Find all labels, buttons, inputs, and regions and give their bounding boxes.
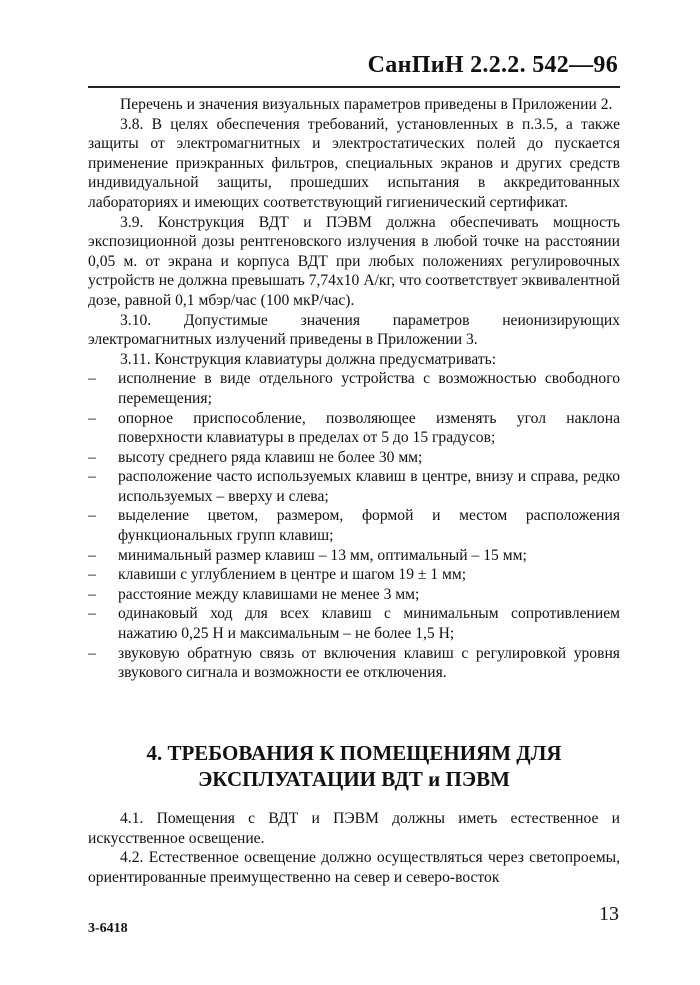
list-item-text: расположение часто используемых клавиш в центре, внизу и справа, редко используемых – вверху и слева; — [118, 468, 620, 505]
dash-marker: – — [88, 546, 96, 564]
list-item — [88, 546, 620, 566]
list-item — [88, 369, 620, 408]
list-item-text: звуковую обратную связь от включения клавиш с регулировкой уровня звукового сигнала и возможности ее отключения. — [118, 644, 620, 682]
list-item — [88, 644, 620, 683]
list-item — [88, 467, 620, 506]
list-item-text: клавиши с углублением в центре и шагом 19 ± 1 мм; — [118, 566, 467, 584]
list-item — [88, 448, 620, 468]
list-item — [88, 604, 620, 643]
page-number: 13 — [599, 903, 619, 925]
section-title — [88, 740, 620, 792]
list-item — [88, 565, 620, 585]
dash-marker: – — [88, 370, 96, 388]
paragraph: Перечень и значения визуальных параметров приведены в Приложении 2. — [120, 96, 613, 113]
paragraph: 3.9. Конструкция ВДТ и ПЭВМ должна обеспечивать мощность экспозиционной дозы рентгеновского излучения в любой точке на расстоянии 0,05 м. от экрана и корпуса ВДТ при любых положениях регулировочных устройств не должна превышать 7,74x10 А/кг, что соответствует эквивалентной дозе, равной 0,1 мбэр/час (100 мкР/час). — [88, 213, 620, 309]
list-item — [88, 506, 620, 545]
list-item-text: высоту среднего ряда клавиш не более 30 мм; — [118, 448, 423, 466]
dash-marker: – — [88, 448, 96, 466]
list-item-text: расстояние между клавишами не менее 3 мм; — [118, 585, 420, 603]
dash-marker: – — [88, 644, 96, 662]
document-code: СанПиН 2.2.2. 542—96 — [367, 52, 618, 78]
dash-marker: – — [88, 605, 96, 623]
list-item-text: одинаковый ход для всех клавиш с минимальным сопротивлением нажатию 0,25 Н и максимальным – не более 1,5 Н; — [118, 605, 620, 643]
section-title-line: 4. ТРЕБОВАНИЯ К ПОМЕЩЕНИЯМ ДЛЯ — [146, 741, 562, 765]
list-item — [88, 585, 620, 605]
list-item-text: исполнение в виде отдельного устройства с возможностью свободного перемещения; — [118, 370, 620, 407]
list-item — [88, 409, 620, 448]
paragraph: 4.2. Естественное освещение должно осуществляться через светопроемы, ориентированные преимущественно на север и северо-восток — [88, 849, 620, 886]
page-header — [88, 52, 620, 88]
section-title-line: ЭКСПЛУАТАЦИИ ВДТ и ПЭВМ — [198, 767, 510, 791]
paragraph: 4.1. Помещения с ВДТ и ПЭВМ должны иметь естественное и искусственное освещение. — [88, 810, 620, 847]
print-code: 3-6418 — [88, 921, 128, 936]
dash-marker: – — [88, 566, 96, 584]
list-item-text: минимальный размер клавиш – 13 мм, оптимальный – 15 мм; — [118, 546, 527, 564]
dash-marker: – — [88, 507, 96, 525]
dash-marker: – — [88, 585, 96, 603]
dash-marker: – — [88, 409, 96, 427]
list-item-text: опорное приспособление, позволяющее изменять угол наклона поверхности клавиатуры в пределах от 5 до 15 градусов; — [118, 409, 620, 447]
list-item-text: выделение цветом, размером, формой и местом расположения функциональных групп клавиш; — [118, 507, 620, 545]
keyboard-requirements-list — [88, 369, 620, 683]
body-text — [88, 95, 620, 683]
section-body — [88, 809, 620, 887]
paragraph: 3.10. Допустимые значения параметров неионизирующих электромагнитных излучений приведены в Приложении 3. — [88, 311, 620, 349]
paragraph: 3.8. В целях обеспечения требований, установленных в п.3.5, а также защиты от электромагнитных и электростатических полей до пускается применение приэкранных фильтров, специальных экранов и других средств индивидуальной защиты, прошедших испытания в аккредитованных лабораториях и имеющих соответствующий гигиенический сертификат. — [88, 115, 620, 211]
paragraph: 3.11. Конструкция клавиатуры должна предусматривать: — [120, 350, 497, 368]
dash-marker: – — [88, 468, 96, 486]
